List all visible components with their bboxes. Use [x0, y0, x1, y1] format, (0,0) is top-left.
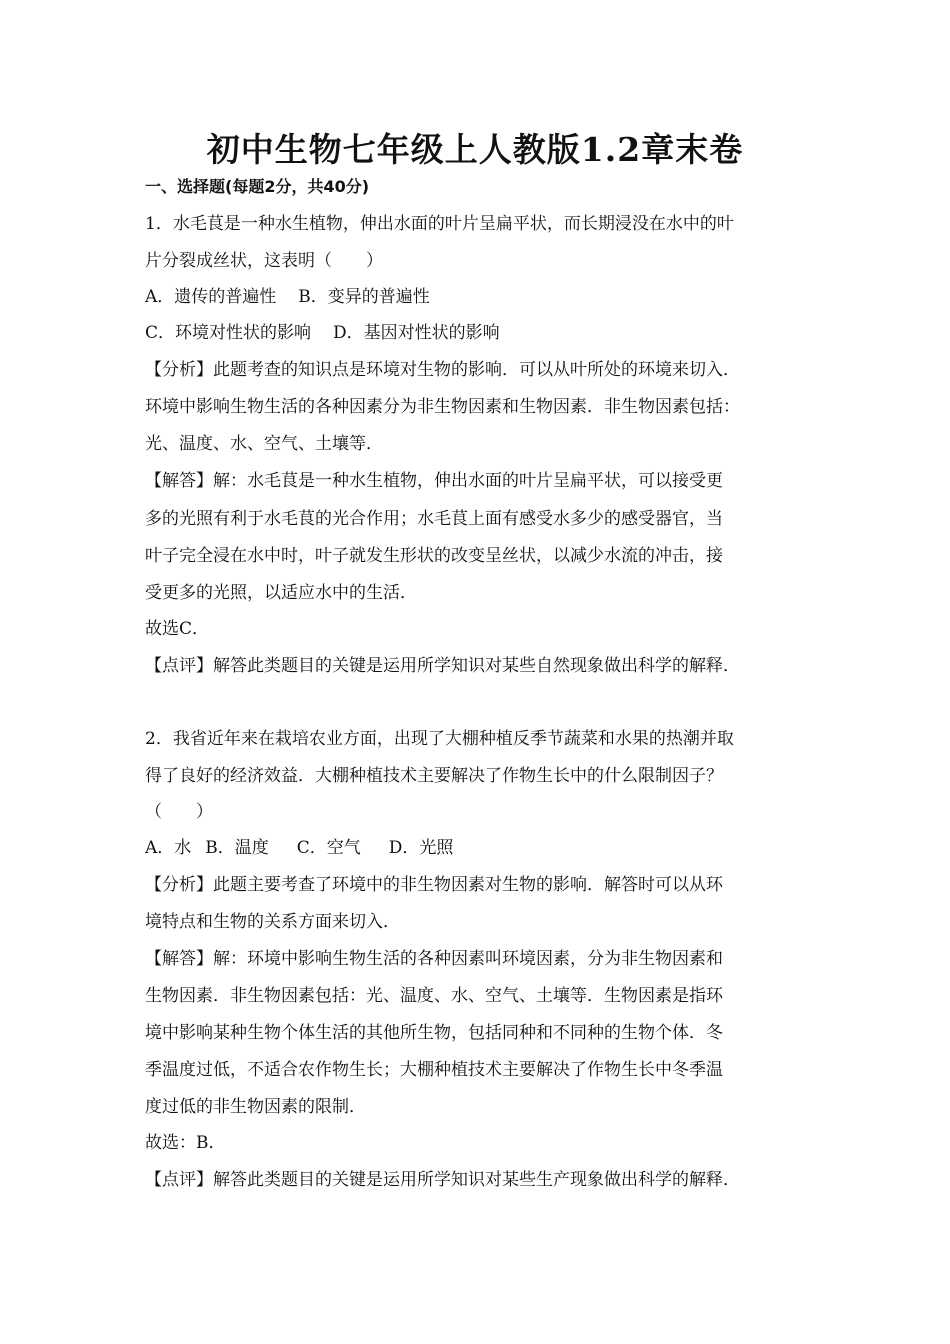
- question-1-comment: 【点评】解答此类题目的关键是运用所学知识对某些自然现象做出科学的解释．: [145, 656, 740, 676]
- question-2-answer-line-5: 度过低的非生物因素的限制．: [145, 1097, 366, 1117]
- question-1-options-row-1: [145, 285, 430, 309]
- question-1-option-a: A．遗传的普遍性: [145, 287, 277, 307]
- question-1-stem-line-2: 片分裂成丝状，这表明（ ）: [145, 251, 383, 271]
- question-2-analysis-line-2: 境特点和生物的关系方面来切入．: [145, 912, 400, 932]
- question-1-stem-line-1: 1．水毛茛是一种水生植物，伸出水面的叶片呈扁平状，而长期浸没在水中的叶: [145, 214, 734, 234]
- question-1-answer-line-4: 受更多的光照，以适应水中的生活．: [145, 583, 417, 603]
- question-1-analysis-line-2: 环境中影响生物生活的各种因素分为非生物因素和生物因素．非生物因素包括：: [145, 397, 740, 417]
- question-2-stem-line-3: （ ）: [145, 802, 213, 822]
- question-1-analysis-line-3: 光、温度、水、空气、土壤等．: [145, 434, 383, 454]
- document-title: 初中生物七年级上人教版1.2章末卷: [206, 130, 744, 169]
- question-2-analysis-line-1: 【分析】此题主要考查了环境中的非生物因素对生物的影响．解答时可以从环: [145, 875, 723, 895]
- question-1-option-c: C．环境对性状的影响: [145, 323, 312, 343]
- question-1-answer-line-1: 【解答】解：水毛茛是一种水生植物，伸出水面的叶片呈扁平状，可以接受更: [145, 471, 723, 491]
- question-2-option-a: A．水: [145, 838, 192, 858]
- question-2-answer-line-4: 季温度过低，不适合农作物生长；大棚种植技术主要解决了作物生长中冬季温: [145, 1060, 723, 1080]
- question-2-stem-line-2: 得了良好的经济效益．大棚种植技术主要解决了作物生长中的什么限制因子？: [145, 766, 723, 786]
- question-2-comment: 【点评】解答此类题目的关键是运用所学知识对某些生产现象做出科学的解释．: [145, 1170, 740, 1190]
- question-1-option-b: B．变异的普遍性: [298, 287, 430, 307]
- question-1-choice: 故选C．: [145, 619, 210, 639]
- section-heading: 一、选择题(每题2分，共40分): [145, 177, 370, 196]
- question-1-options-row-2: [145, 321, 500, 345]
- question-1-analysis-line-1: 【分析】此题考查的知识点是环境对生物的影响．可以从叶所处的环境来切入．: [145, 360, 740, 380]
- question-1-option-d: D．基因对性状的影响: [333, 323, 500, 343]
- question-1-answer-line-2: 多的光照有利于水毛茛的光合作用；水毛茛上面有感受水多少的感受器官，当: [145, 509, 723, 529]
- question-2-stem-line-1: 2．我省近年来在栽培农业方面，出现了大棚种植反季节蔬菜和水果的热潮并取: [145, 729, 734, 749]
- question-2-answer-line-1: 【解答】解：环境中影响生物生活的各种因素叫环境因素，分为非生物因素和: [145, 949, 723, 969]
- question-2-option-c: C．空气: [296, 838, 361, 858]
- question-1-answer-line-3: 叶子完全浸在水中时，叶子就发生形状的改变呈丝状，以减少水流的冲击，接: [145, 546, 723, 566]
- question-2-option-d: D．光照: [388, 838, 454, 858]
- question-2-answer-line-2: 生物因素．非生物因素包括：光、温度、水、空气、土壤等．生物因素是指环: [145, 986, 723, 1006]
- question-2-choice: 故选：B．: [145, 1133, 226, 1153]
- question-2-option-b: B．温度: [205, 838, 269, 858]
- question-2-options-row: [145, 836, 453, 860]
- question-2-answer-line-3: 境中影响某种生物个体生活的其他所生物，包括同种和不同种的生物个体．冬: [145, 1023, 723, 1043]
